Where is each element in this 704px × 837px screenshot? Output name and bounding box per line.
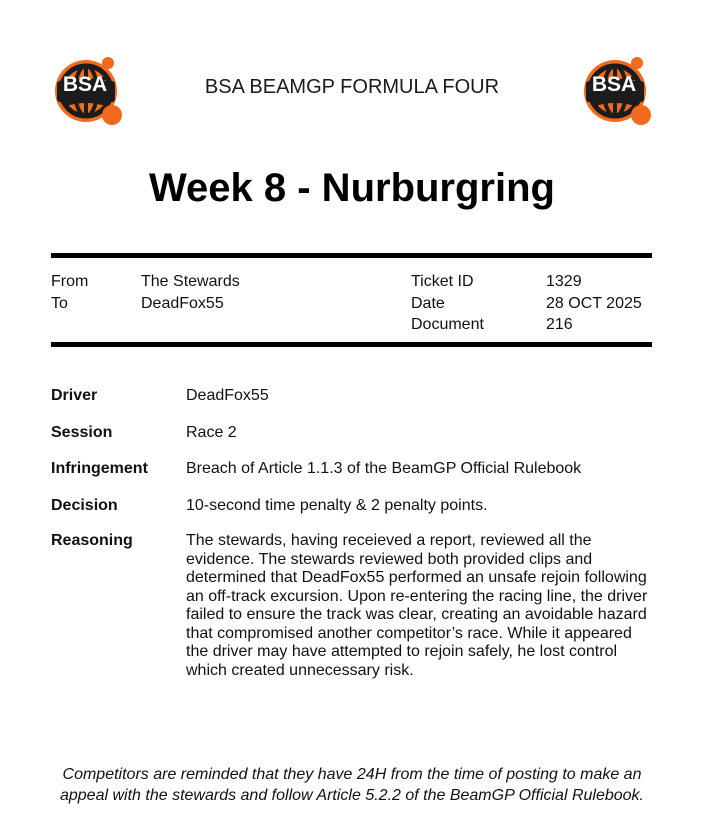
- detail-label: Infringement: [51, 460, 148, 477]
- detail-value: The stewards, having receieved a report, reviewed all the evidence. The stewards reviewed both provided clips and determined that DeadFox55 performed an unsafe rejoin following an off-track excursion. Upon re-entering the racing line, the driver failed to ensure the track was clear, creating an avoidable hazard that compromised another competitor’s race. While it appeared the driver may have attempted to rejoin safely, he lost control which created unnecessary risk.: [186, 532, 648, 679]
- divider-top: [51, 253, 652, 258]
- logo-text: BSA: [62, 73, 108, 96]
- divider-bottom: [51, 342, 652, 347]
- to-label: To: [51, 295, 68, 312]
- appeal-notice-line: Competitors are reminded that they have 24H from the time of posting to make an: [62, 766, 642, 783]
- detail-label: Driver: [51, 387, 98, 404]
- detail-value: DeadFox55: [186, 387, 269, 404]
- series-name: BSA BEAMGP FORMULA FOUR: [204, 76, 500, 98]
- detail-label: Reasoning: [51, 532, 133, 549]
- detail-value: Race 2: [186, 424, 237, 441]
- detail-value: 10-second time penalty & 2 penalty points.: [186, 497, 488, 514]
- date-value: 28 OCT 2025: [546, 295, 642, 312]
- ticket-id-value: 1329: [546, 273, 582, 290]
- detail-label: Session: [51, 424, 113, 441]
- event-title: Week 8 - Nurburgring: [149, 166, 555, 210]
- document-value: 216: [546, 316, 573, 333]
- from-label: From: [51, 273, 89, 290]
- appeal-notice: [40, 764, 664, 806]
- logo-text: BSA: [591, 73, 637, 96]
- detail-value: Breach of Article 1.1.3 of the BeamGP Official Rulebook: [186, 460, 582, 477]
- document-label: Document: [411, 316, 484, 333]
- ticket-id-label: Ticket ID: [411, 273, 474, 290]
- to-value: DeadFox55: [141, 295, 224, 312]
- bsa-logo-right: [579, 56, 653, 126]
- detail-label: Decision: [51, 497, 118, 514]
- date-label: Date: [411, 295, 445, 312]
- appeal-notice-line: appeal with the stewards and follow Article 5.2.2 of the BeamGP Official Rulebook.: [59, 787, 644, 804]
- from-value: The Stewards: [141, 273, 240, 290]
